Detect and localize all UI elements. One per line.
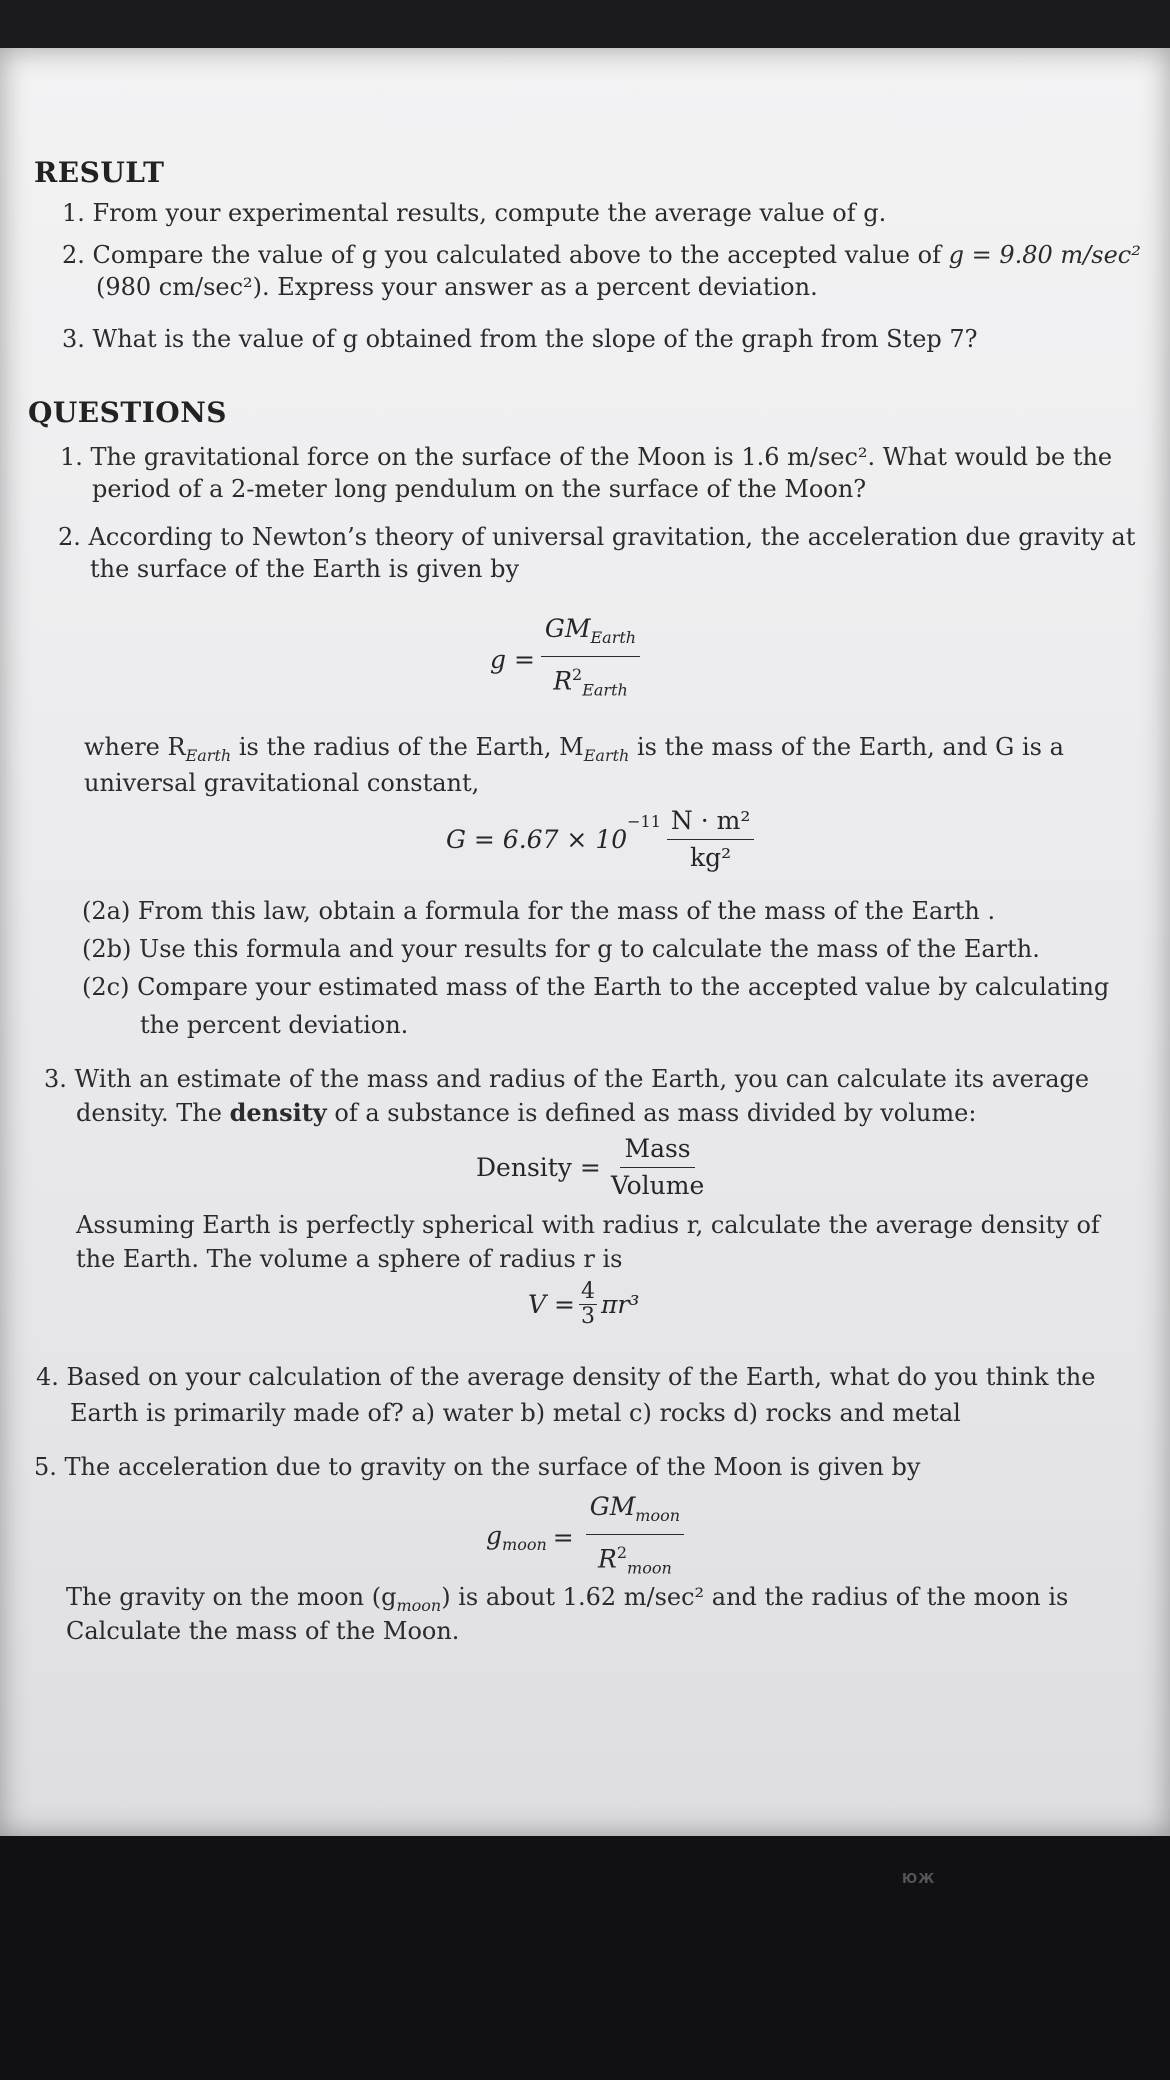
question-3-line-1: 3. With an estimate of the mass and radius of the Earth, you can calculate its average bbox=[44, 1065, 1090, 1093]
result-item-2 bbox=[62, 238, 1141, 272]
moon-numerator bbox=[586, 1492, 684, 1535]
moon-denominator bbox=[594, 1535, 676, 1583]
moon-g-sub: moon bbox=[502, 1535, 547, 1555]
moon-gm: GM bbox=[589, 1492, 636, 1521]
volume-equation bbox=[528, 1280, 639, 1329]
question-2c-line-2: the percent deviation. bbox=[140, 1011, 409, 1039]
moon-r: R bbox=[598, 1544, 617, 1574]
result-heading: RESULT bbox=[34, 156, 165, 189]
question-5-line-1: 5. The acceleration due to gravity on the surface of the Moon is given by bbox=[34, 1453, 921, 1481]
eq-gm: GM bbox=[544, 614, 591, 643]
question-2c-line-1: (2c) Compare your estimated mass of the Earth to the accepted value by calculating bbox=[82, 973, 1110, 1001]
g-units-fraction bbox=[667, 806, 754, 873]
q3-post: of a substance is defined as mass divided by volume: bbox=[326, 1099, 977, 1127]
question-5-line-3: Calculate the mass of the Moon. bbox=[66, 1617, 460, 1645]
g-constant-equation bbox=[446, 806, 760, 873]
volume-rhs: πr³ bbox=[600, 1290, 640, 1319]
eq-g-lhs: g = bbox=[490, 645, 535, 675]
volume-fraction bbox=[579, 1280, 597, 1329]
result-item-2-cont: (980 cm/sec²). Express your answer as a percent deviation. bbox=[96, 273, 818, 301]
density-equation bbox=[476, 1134, 714, 1201]
question-1-line-2: period of a 2-meter long pendulum on the surface of the Moon? bbox=[92, 475, 867, 503]
result-item-1: 1. From your experimental results, compute the average value of g. bbox=[62, 199, 887, 227]
moon-gravity-equation bbox=[486, 1492, 690, 1583]
g-constant-exp: −11 bbox=[627, 812, 661, 831]
accepted-g-value: g = 9.80 m/sec² bbox=[948, 241, 1141, 269]
eq-g-fraction bbox=[541, 614, 640, 705]
where-end: is the mass of the Earth, and G is a bbox=[629, 733, 1064, 761]
moon-equals: = bbox=[552, 1523, 574, 1553]
question-4-line-1: 4. Based on your calculation of the average density of the Earth, what do you think the bbox=[36, 1363, 1096, 1391]
paper-page bbox=[0, 48, 1170, 1836]
question-2-line-1: 2. According to Newton’s theory of universal gravitation, the acceleration due gravity at bbox=[58, 523, 1136, 551]
dark-background bbox=[0, 1836, 1170, 2080]
question-3-line-2 bbox=[76, 1096, 976, 1130]
density-label: Density = bbox=[476, 1153, 601, 1182]
question-3-assume-line-2: the Earth. The volume a sphere of radius r is bbox=[76, 1245, 623, 1273]
eq-gm-sub: Earth bbox=[590, 628, 637, 647]
question-2a: (2a) From this law, obtain a formula for the mass of the mass of the Earth . bbox=[82, 897, 996, 925]
moon-r-sup: 2 bbox=[616, 1543, 628, 1562]
volume-num: 4 bbox=[580, 1279, 595, 1304]
density-num: Mass bbox=[620, 1134, 694, 1168]
moon-gm-sub: moon bbox=[635, 1506, 681, 1525]
q5-line2-sub: moon bbox=[396, 1595, 442, 1615]
moon-g: g bbox=[486, 1521, 503, 1551]
question-1-line-1: 1. The gravitational force on the surface of the Moon is 1.6 m/sec². What would be the bbox=[60, 443, 1113, 471]
volume-lhs: V = bbox=[528, 1290, 575, 1319]
where-mid: is the radius of the Earth, M bbox=[231, 733, 584, 761]
where-r: where R bbox=[84, 733, 186, 761]
where-r-sub: Earth bbox=[185, 745, 232, 765]
question-3-assume-line-1: Assuming Earth is perfectly spherical with radius r, calculate the average density of bbox=[76, 1211, 1100, 1239]
question-4-line-2: Earth is primarily made of? a) water b) metal c) rocks d) rocks and metal bbox=[70, 1399, 961, 1427]
question-2-line-2: the surface of the Earth is given by bbox=[90, 555, 519, 583]
moon-lhs bbox=[486, 1521, 547, 1554]
density-fraction bbox=[607, 1134, 708, 1201]
earth-gravity-equation bbox=[490, 614, 646, 705]
questions-heading: QUESTIONS bbox=[28, 396, 228, 429]
result-item-2-text: 2. Compare the value of g you calculated above to the accepted value of bbox=[62, 241, 941, 269]
eq-r: R bbox=[553, 666, 573, 696]
g-units-den: kg² bbox=[690, 843, 732, 872]
moon-fraction bbox=[586, 1492, 684, 1583]
document-content bbox=[0, 48, 1170, 1836]
eq-r-sup: 2 bbox=[572, 665, 583, 684]
question-2b: (2b) Use this formula and your results for g to calculate the mass of the Earth. bbox=[82, 935, 1040, 963]
q5-line2-end: ) is about 1.62 m/sec² and the radius of the moon is bbox=[441, 1583, 1069, 1611]
q3-density-bold: density bbox=[229, 1098, 327, 1127]
g-units-num: N · m² bbox=[667, 806, 754, 840]
eq-g-denominator bbox=[549, 657, 632, 705]
volume-den: 3 bbox=[580, 1304, 595, 1329]
moon-r-sub: moon bbox=[627, 1558, 672, 1578]
q5-line2-text: The gravity on the moon (g bbox=[66, 1583, 397, 1611]
eq-g-numerator bbox=[541, 614, 640, 657]
q3-pre: density. The bbox=[76, 1099, 230, 1127]
density-den: Volume bbox=[610, 1171, 705, 1200]
eq-r-sub: Earth bbox=[582, 680, 628, 700]
g-constant: G = 6.67 × 10 bbox=[446, 825, 628, 854]
result-item-3: 3. What is the value of g obtained from the slope of the graph from Step 7? bbox=[62, 325, 978, 353]
brand-mark: ЮЖ bbox=[902, 1872, 936, 1887]
where-m-sub: Earth bbox=[583, 745, 630, 765]
question-2-where-line-2: universal gravitational constant, bbox=[84, 769, 480, 797]
